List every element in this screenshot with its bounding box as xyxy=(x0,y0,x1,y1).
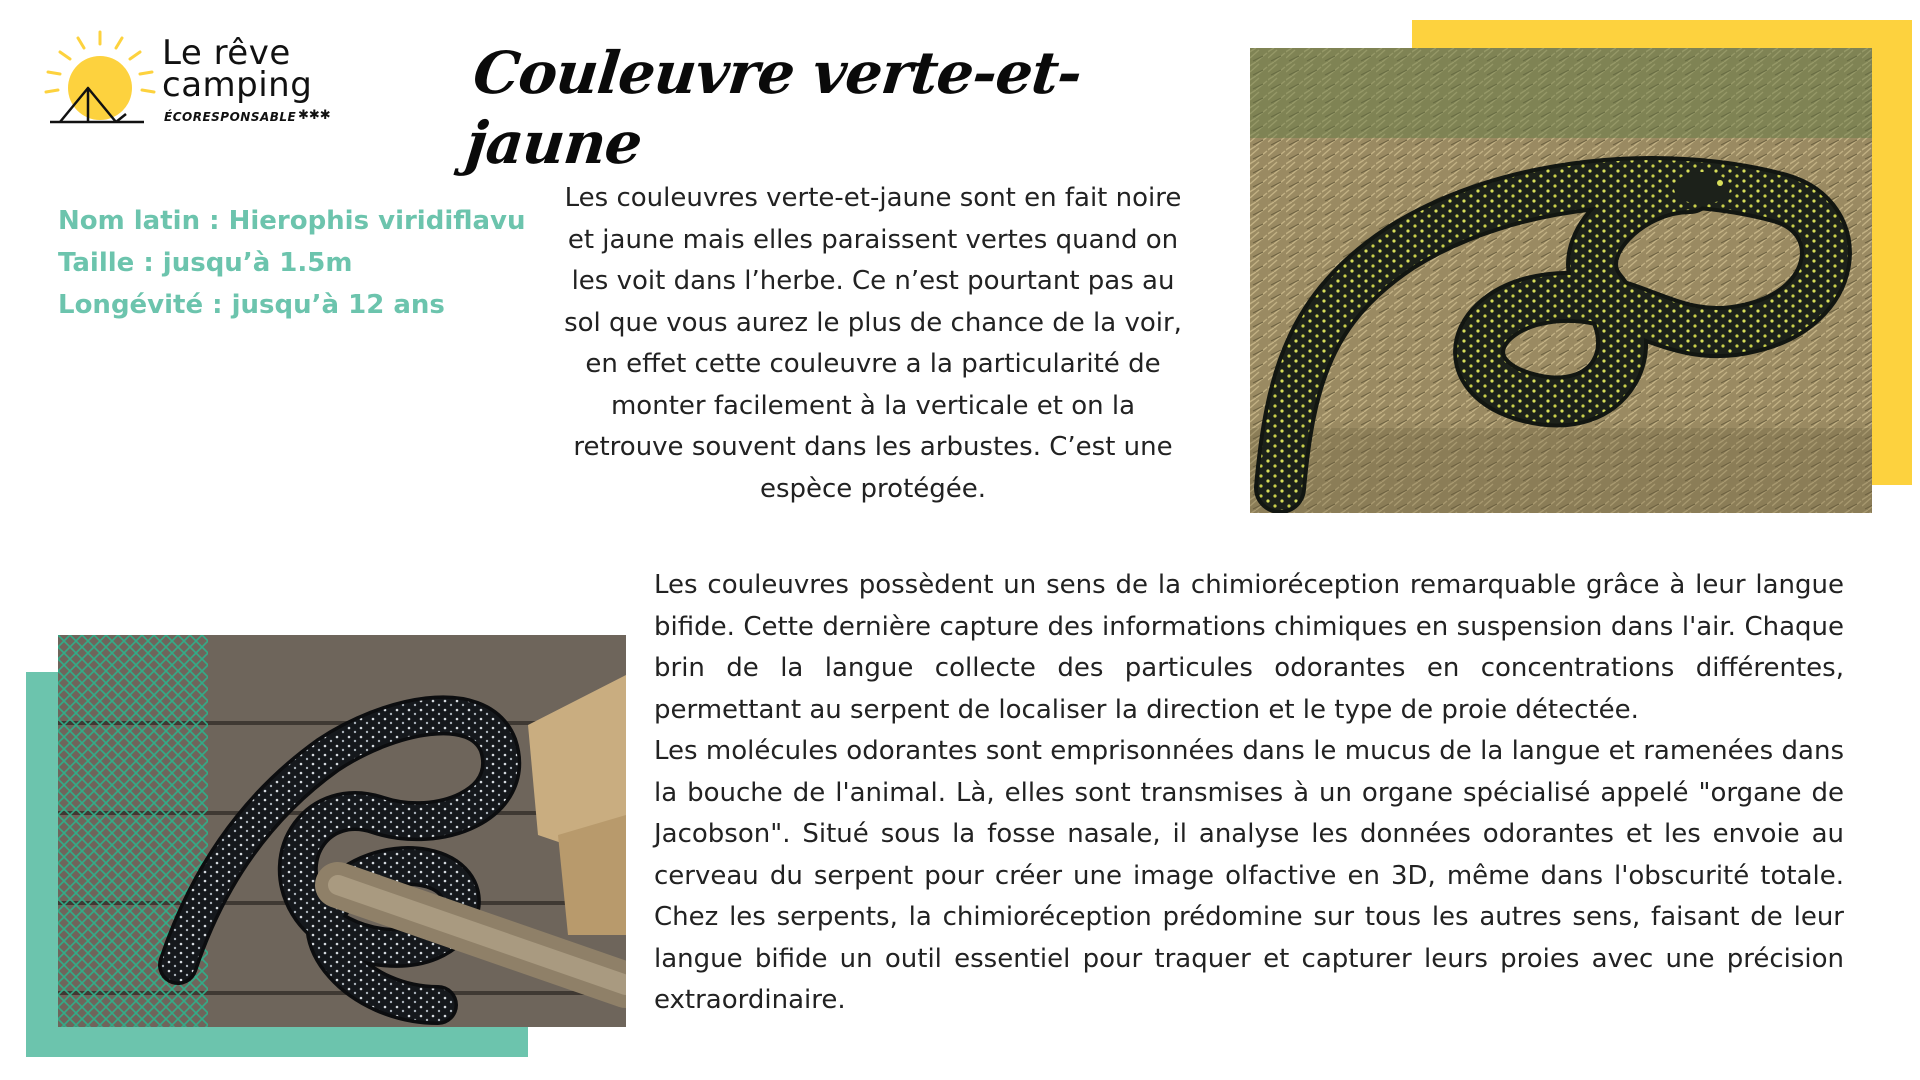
page-title: Couleuvre verte-et-jaune xyxy=(462,39,1085,177)
fact-longevity: Longévité : jusqu’à 12 ans xyxy=(58,290,445,320)
sun-tent-icon xyxy=(40,26,160,136)
logo-stars: ✱✱✱ xyxy=(298,108,331,123)
fact-size: Taille : jusqu’à 1.5m xyxy=(58,248,353,278)
chemoreception-text xyxy=(654,565,1844,1022)
species-facts xyxy=(58,200,558,326)
snake-photo-deck xyxy=(58,635,626,1027)
snake-photo-grass xyxy=(1250,48,1872,513)
fact-latin-name: Nom latin : Hierophis viridiflavu xyxy=(58,206,526,236)
logo-text-line1: Le rêve xyxy=(162,33,291,73)
logo-tagline: ÉCORESPONSABLE xyxy=(164,110,297,124)
logo xyxy=(40,26,360,136)
body-paragraph-1: Les couleuvres possèdent un sens de la chimioréception remarquable grâce à leur langue bifide. Cette dernière capture des informations chimiques en suspension dans l'air. Chaque brin de la langue collecte des particules odorantes en concentrations différentes, permettant au serpent de localiser la direction et le type de proie détectée. xyxy=(654,570,1844,725)
logo-text-line2: camping xyxy=(162,65,313,105)
intro-paragraph: Les couleuvres verte-et-jaune sont en fait noire et jaune mais elles paraissent vertes quand on les voit dans l’herbe. Ce n’est pourtant pas au sol que vous aurez le plus de chance de la voir, en effet cette couleuvre a la particularité de monter facilement à la verticale et on la retrouve souvent dans les arbustes. C’est une espèce protégée. xyxy=(564,183,1182,504)
body-paragraph-2: Les molécules odorantes sont emprisonnées dans le mucus de la langue et ramenées dans la bouche de l'animal. Là, elles sont transmises à un organe spécialisé appelé "organe de Jacobson". Situé sous la fosse nasale, il analyse les données odorantes et les envoie au cerveau du serpent pour créer une image olfactive en 3D, même dans l'obscurité totale. Chez les serpents, la chimioréception prédomine sur tous les autres sens, faisant de leur langue bifide un outil essentiel pour traquer et capturer leurs proies avec une précision extraordinaire. xyxy=(654,736,1844,1015)
